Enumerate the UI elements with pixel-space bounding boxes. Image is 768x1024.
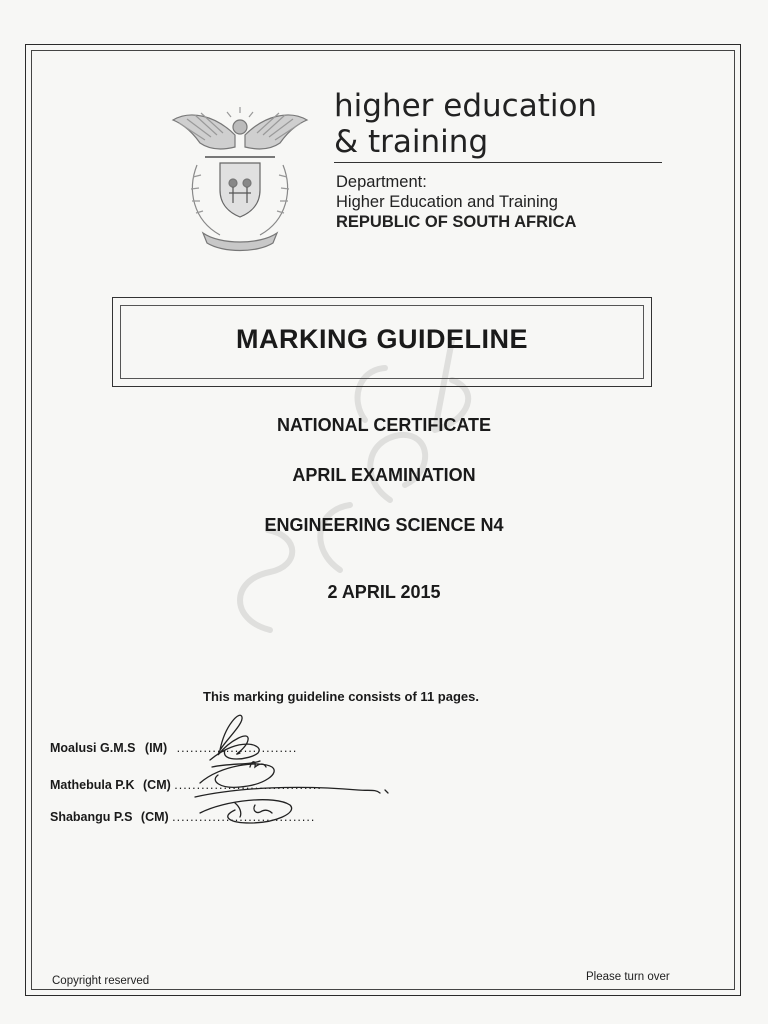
signature-line: ................................ (172, 810, 316, 824)
document-title: MARKING GUIDELINE (236, 324, 528, 354)
department-label: Department: (336, 173, 427, 191)
examiner-role: (CM) (143, 778, 171, 792)
brand-divider (334, 162, 662, 163)
brand-name-line2: & training (334, 124, 489, 160)
examiner-role: (CM) (140, 810, 169, 824)
signature-icon (180, 705, 410, 835)
copyright-note: Copyright reserved (52, 975, 150, 987)
coat-of-arms-icon (165, 95, 315, 255)
subject-line: ENGINEERING SCIENCE N4 (264, 515, 504, 535)
exam-line: APRIL EXAMINATION (292, 465, 476, 485)
certificate-line: NATIONAL CERTIFICATE (277, 415, 491, 435)
department-name: Higher Education and Training (336, 193, 558, 211)
page-count-note: This marking guideline consists of 11 pages. (203, 689, 479, 704)
signature-line: ........................... (176, 741, 298, 755)
signature-line: ................................. (174, 778, 322, 792)
examiner-role: (IM) (144, 741, 168, 755)
examiner-name: Moalusi G.M.S (50, 741, 136, 755)
examiner-name: Shabangu P.S (50, 810, 133, 824)
exam-date: 2 APRIL 2015 (327, 582, 441, 602)
turn-over-note: Please turn over (586, 971, 670, 983)
country-name: REPUBLIC OF SOUTH AFRICA (336, 213, 577, 231)
examiner-name: Mathebula P.K (50, 778, 135, 792)
brand-name-line1: higher education (334, 88, 598, 124)
